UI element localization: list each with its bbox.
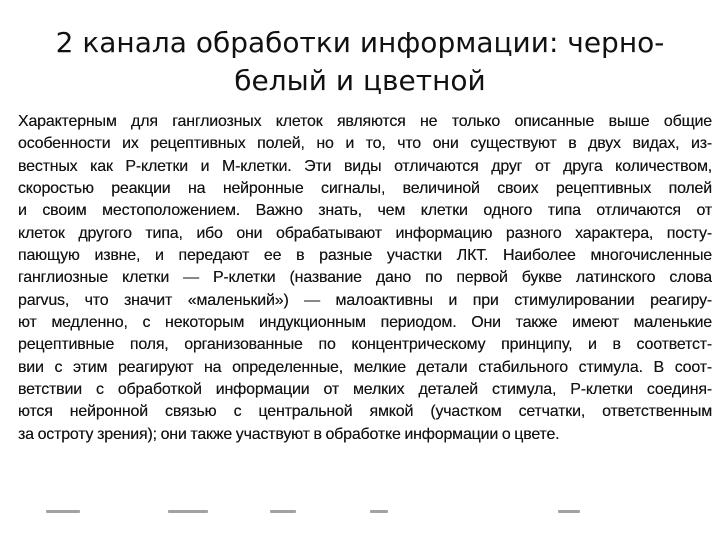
cropped-glyph-fragment (558, 510, 580, 513)
scanned-text-excerpt (18, 111, 712, 511)
body-text-line: Характерным для ганглиозных клеток являются не только описанные выше общие (18, 113, 712, 130)
body-text-line: и своим местоположением. Важно знать, чем клетки одного типа отличаются от (18, 202, 712, 220)
slide-title-line-1: 2 канала обработки информации: черно- (55, 26, 665, 59)
body-text-line: пающую извне, и передают ее в разные участки ЛКТ. Наиболее многочисленные (18, 247, 712, 265)
slide-title-line-2: белый и цветной (234, 64, 486, 97)
body-text-line: ганглиозные клетки — P-клетки (название дано по первой букве латинского слова (18, 269, 712, 287)
body-text-line: ветствии с обработкой информации от мелких деталей стимула, P-клетки соединя- (18, 381, 712, 399)
body-text-line: parvus, что значит «маленький») — малоактивны и при стимулировании реагиру- (18, 291, 712, 309)
body-text-line: за остроту зрения); они также участвуют в обработке информации о цвете. (18, 425, 560, 443)
body-text-line: особенности их рецептивных полей, но и то, что они существуют в двух видах, из- (18, 135, 712, 153)
body-text-line: вестных как P-клетки и M-клетки. Эти виды отличаются друг от друга количеством, (18, 157, 712, 175)
body-text-line: клеток другого типа, ибо они обрабатывают информацию разного характера, посту- (18, 224, 712, 242)
cropped-glyph-fragment (370, 510, 388, 513)
cropped-glyph-fragment (46, 510, 80, 513)
cropped-glyph-fragment (168, 510, 208, 513)
cropped-glyph-fragment (270, 510, 296, 513)
body-text-line: скоростью реакции на нейронные сигналы, величиной своих рецептивных полей (18, 180, 712, 198)
body-text-line: рецептивные поля, организованные по концентрическому принципу, и в соответст- (18, 336, 712, 354)
body-text-line: ются нейронной связью с центральной ямкой (участком сетчатки, ответственным (18, 403, 712, 421)
slide-title (20, 24, 700, 100)
cropped-next-line (18, 506, 712, 518)
body-text-line: вии с этим реагируют на определенные, мелкие детали стабильного стимула. В соот- (18, 358, 712, 376)
body-text-line: ют медленно, с некоторым индукционным периодом. Они также имеют маленькие (18, 314, 712, 332)
